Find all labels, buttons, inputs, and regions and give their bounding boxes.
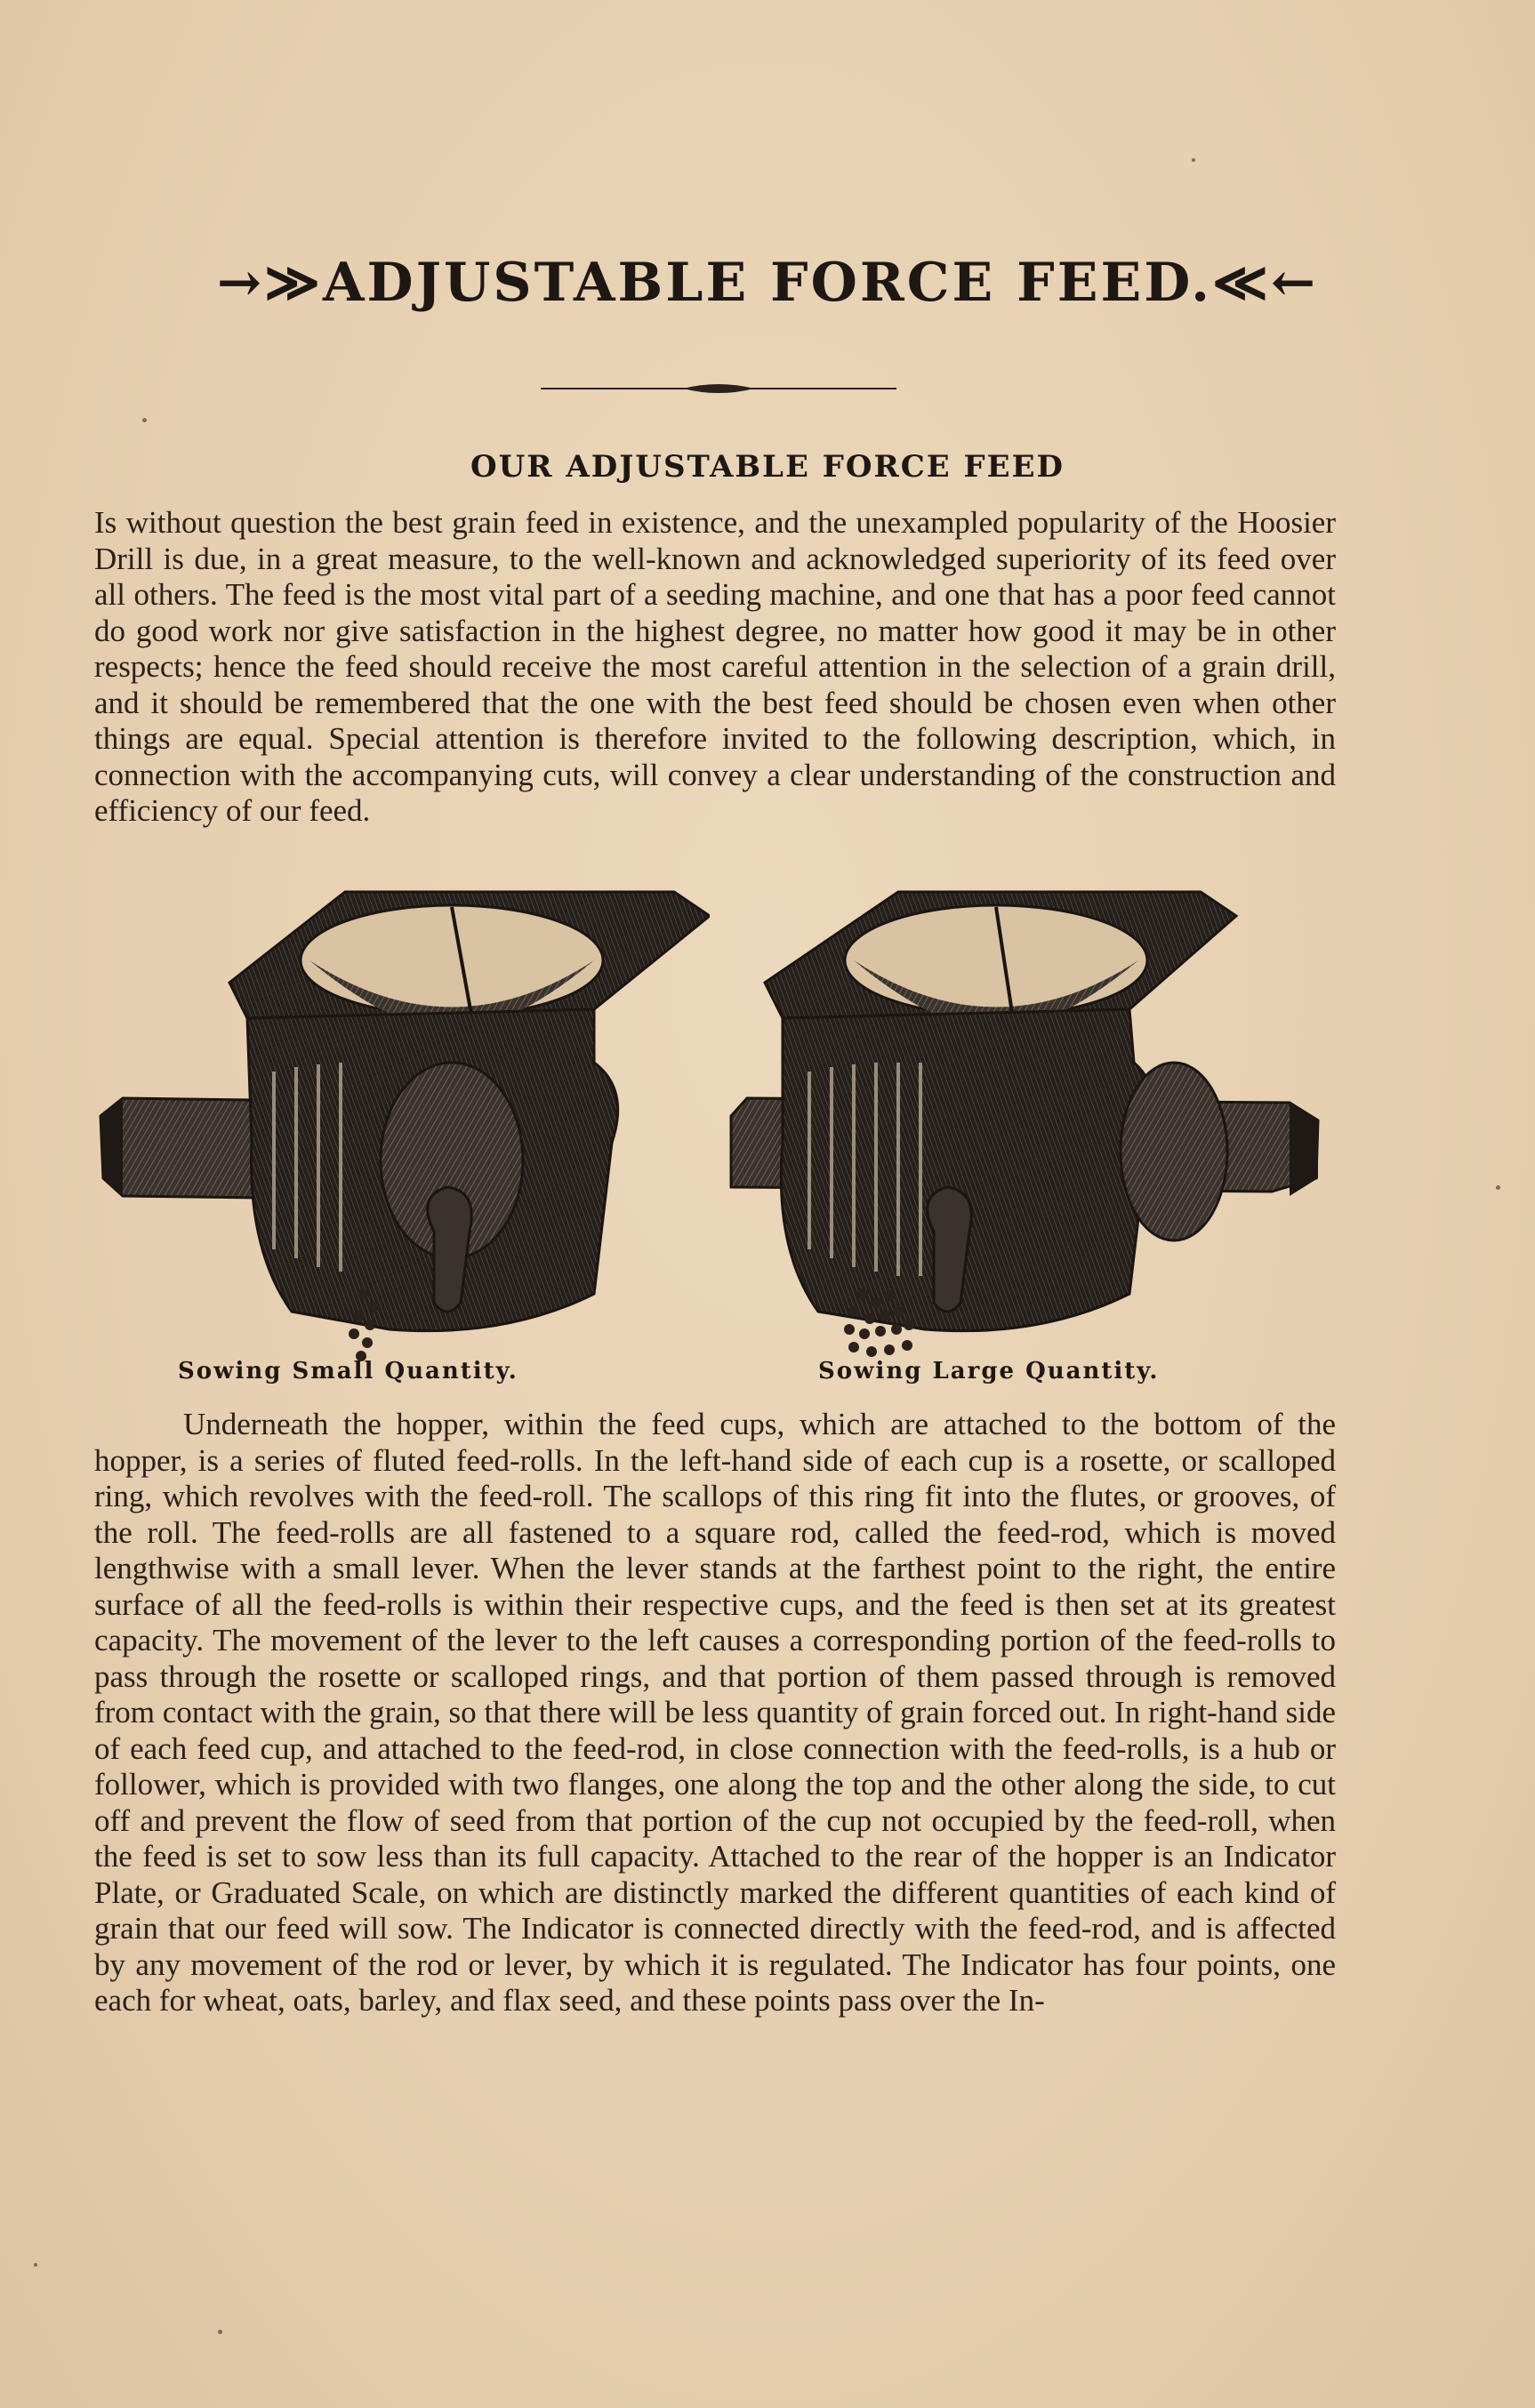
intro-paragraph: Is without question the best grain feed in existence, and the unexampled popularity of the Hoosier Drill is due, in a great measure, to the well-known and acknowledged superiority of its feed over all others. The feed is the most vital part of a seeding machine, and one that has a poor feed cannot do good work nor give satisfaction in the highest degree, no matter how good it may be in other respects; hence the feed should receive the most careful attention in the selection of a grain drill, and it should be remembered that the one with the best feed should be chosen even when other things are equal. Special attention is therefore invited to the following description, which, in connection with the accompanying cuts, will convey a clear understanding of the construction and efficiency of our feed. xyxy=(94,505,1336,828)
caption-small-quantity: Sowing Small Quantity. xyxy=(178,1358,518,1385)
description-paragraph: Underneath the hopper, within the feed cups, which are attached to the bottom of the hopper, is a series of fluted feed-rolls. In the left-hand side of each cup is a rosette, or scalloped ring, which revolves with the feed-roll. The scallops of this ring fit into the flutes, or grooves, of the roll. The feed-rolls are all fastened to a square rod, called the feed-rod, which is moved lengthwise with a small lever. When the lever stands at the farthest point to the right, the entire surface of all the feed-rolls is within their respective cups, and the feed is then set at its greatest capacity. The movement of the lever to the left causes a corresponding portion of the feed-rolls to pass through the rosette or scalloped rings, and that portion of them passed through is removed from contact with the grain, so that there will be less quantity of grain forced out. In right-hand side of each feed cup, and attached to the feed-rod, in close connection with the feed-rolls, is a hub or follower, which is provided with two flanges, one along the top and the other along the side, to cut off and prevent the flow of seed from that portion of the cup not occupied by the feed-roll, when the feed is set to sow less than its full capacity. Attached to the rear of the hopper is an Indicator Plate, or Graduated Scale, on which are distinctly marked the different quantities of each kind of grain that our feed will sow. The Indicator is connected directly with the feed-rod, and is affected by any movement of the rod or lever, by which it is regulated. The Indicator has four points, one each for wheat, oats, barley, and flax seed, and these points pass over the In- xyxy=(94,1407,1336,2018)
page-heading: →≫ADJUSTABLE FORCE FEED.≪← xyxy=(216,252,1319,314)
caption-large-quantity: Sowing Large Quantity. xyxy=(818,1358,1160,1385)
paper-speck xyxy=(142,418,147,422)
feed-cup-large-quantity-illustration xyxy=(720,876,1334,1374)
paper-speck xyxy=(34,2263,37,2267)
paper-speck xyxy=(1496,1185,1500,1190)
paper-speck xyxy=(1192,158,1195,162)
paper-speck xyxy=(218,2330,222,2334)
ornamental-divider xyxy=(541,378,896,399)
feed-cup-small-quantity-illustration xyxy=(96,876,710,1374)
section-subheading: OUR ADJUSTABLE FORCE FEED xyxy=(470,449,1065,485)
